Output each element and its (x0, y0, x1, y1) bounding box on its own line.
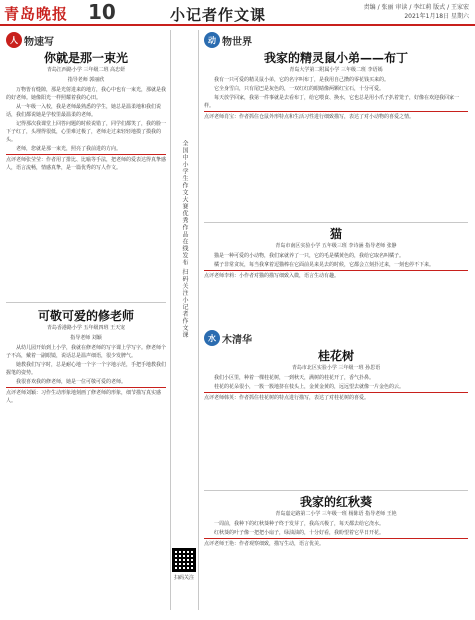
section-title: 小记者作文课 (170, 6, 267, 24)
article-title: 我家的精灵鼠小弟——布丁 (263, 51, 408, 65)
article-byline: 青岛江西路小学 三年级二班 高忠妍 (46, 67, 126, 73)
people-icon: 人 (6, 32, 22, 48)
paragraph: 橘子非常贪玩，每当我拿着逗猫棒在它面前晃来晃去的时候，它都会立刻扑过来，一刻也停不下来。 (214, 262, 435, 268)
paragraph: 红秋葵的叶子像一把把小扇子，绿油油的，十分好看，我盼望着它早日开花。 (214, 530, 385, 536)
header-rule (0, 24, 475, 26)
paragraph: 老师，您就是那一束光，照亮了我前进的方向。 (16, 146, 122, 152)
badge-label: 物世界 (222, 36, 252, 48)
divider (198, 30, 199, 610)
article-osmanthus (204, 348, 468, 488)
article-byline: 青岛嘉定路第二小学 三年级一班 杨陈语 指导老师 王艳 (275, 511, 397, 517)
divider (170, 30, 171, 610)
newspaper-logo: 青岛晚报 (4, 5, 69, 23)
article-title: 桂花树 (317, 349, 354, 363)
page-header (0, 0, 475, 26)
plant-icon: 水 (204, 330, 220, 346)
divider (204, 222, 468, 223)
date-line: 2021年1月18日 星期六 (404, 13, 469, 20)
article-byline: 青岛香港路小学 五年级四班 王天宠 (46, 325, 126, 331)
article-byline: 指导老师 刘颖 (70, 335, 102, 341)
paragraph: 猫是一种可爱的小动物，我们家就养了一只，它的毛是橘黄色的，我给它取名叫橘子。 (214, 253, 405, 259)
teacher-comment: 点评老师刘颖：习作生动形象地刻画了修老师的形象，细节描写真实感人。 (6, 387, 166, 405)
header-meta (364, 3, 469, 21)
paragraph: 一周前，我种下的红秋葵种子终于发芽了，我高兴极了，每天都去给它浇水。 (214, 521, 385, 527)
animal-icon: 动 (204, 32, 220, 48)
editor-line: 责编 / 张丽 审读 / 李红莉 版式 / 王家宏 (363, 4, 469, 11)
vertical-ad-text: 全国中小学生作文大赛优秀作品在线发布 扫码关注小记者作文课 (181, 140, 188, 339)
page-number: 10 (88, 0, 116, 24)
article-hamster (204, 50, 468, 220)
paragraph: 记得那次我课堂上回答问题的时候说错了，同学们都笑了，我的脸一下子红了，头埋得很低，心里难过极了，老师走过来轻轻地摸了摸我的头。 (6, 121, 166, 143)
paragraph: 从一年级一入校，我是老师最熟悉的学生，她总是温柔地和我们说话，我们都说她是学校里最温柔的老师。 (6, 104, 162, 118)
section-badge-animals (204, 32, 252, 48)
article-title: 猫 (329, 227, 342, 241)
divider (6, 302, 166, 303)
teacher-comment: 点评老师王艳：作者观察细致，描写生动，语言优美。 (204, 538, 468, 548)
article-xiu-teacher (6, 308, 166, 608)
section-badge-people (6, 32, 54, 48)
paragraph: 她教我们写字时，总是耐心地一个字一个字地示范，手把手地教我们握笔的姿势。 (6, 362, 166, 376)
article-guangmang (6, 50, 166, 300)
article-byline: 青岛市南区实验小学 五年级三班 李诗涵 指导老师 张静 (275, 243, 397, 249)
badge-label: 木清华 (222, 334, 252, 346)
article-byline: 指导老师 郭丽欣 (67, 77, 105, 83)
teacher-comment: 点评老师李莉：小作者对猫的描写细致入微，语言生动有趣。 (204, 270, 468, 280)
paragraph: 每天放学回家，我第一件事就是去看布丁，给它喂食、换水，它也总是用小爪子扒着笼子，好像在欢迎我回家一样。 (204, 95, 460, 109)
teacher-comment: 点评老师韩英：作者抓住桂花树的特点进行描写，表达了对桂花树的喜爱。 (204, 392, 468, 402)
teacher-comment: 点评老师肖宝：作者抓住仓鼠外形特点和生活习性进行细致描写，表达了对小动物的喜爱之情。 (204, 111, 468, 121)
badge-label: 物速写 (24, 36, 54, 48)
teacher-comment: 点评老师张莹莹：作者用了排比、比喻等手法，把老师的爱表达得真挚感人，语言流畅，情感真挚，是一篇优秀的写人作文。 (6, 154, 166, 172)
paragraph: 我很喜欢我的修老师，她是一位可敬可爱的老师。 (16, 379, 127, 385)
section-badge-plants (204, 330, 252, 346)
article-cat (204, 226, 468, 326)
article-title: 我家的红秋葵 (299, 495, 372, 509)
article-okra (204, 494, 468, 614)
paragraph: 桂花的花朵很小，一簇一簇地挤在枝头上，金黄金黄的，远远望去就像一片金色的云。 (214, 384, 405, 390)
paragraph: 它全身雪白，只有尾巴是灰色的，一双红红的眼睛像两颗红宝石，十分可爱。 (214, 86, 385, 92)
divider (204, 490, 468, 491)
paragraph: 我有一只可爱的精灵鼠小弟，它的名字叫布丁，是我用自己攒的零花钱买来的。 (214, 77, 390, 83)
qr-code-icon[interactable] (172, 548, 196, 572)
paragraph: 从幼儿园开始到上小学，我就在修老师的写字课上学写字。修老师个子不高，戴着一副眼镜，说话总是温声细语，很少发脾气。 (6, 345, 166, 359)
paragraph: 万物皆有缝隙，那是光射进来的地方，我心中也有一束光，那就是我的好老师。她像阳光一样照耀着我的心田。 (6, 87, 166, 101)
article-byline: 青岛大学第二附属小学 三年级二班 李语嫣 (289, 67, 383, 73)
article-byline: 青岛市北区实验小学 三年级一班 孙思语 (291, 365, 381, 371)
article-title: 可敬可爱的修老师 (37, 309, 134, 323)
article-title: 你就是那一束光 (43, 51, 128, 65)
paragraph: 我们小区里，种着一棵桂花树，一到秋天，满树的桂花开了，香气扑鼻。 (214, 375, 375, 381)
qr-caption: 扫码关注 (173, 575, 194, 581)
